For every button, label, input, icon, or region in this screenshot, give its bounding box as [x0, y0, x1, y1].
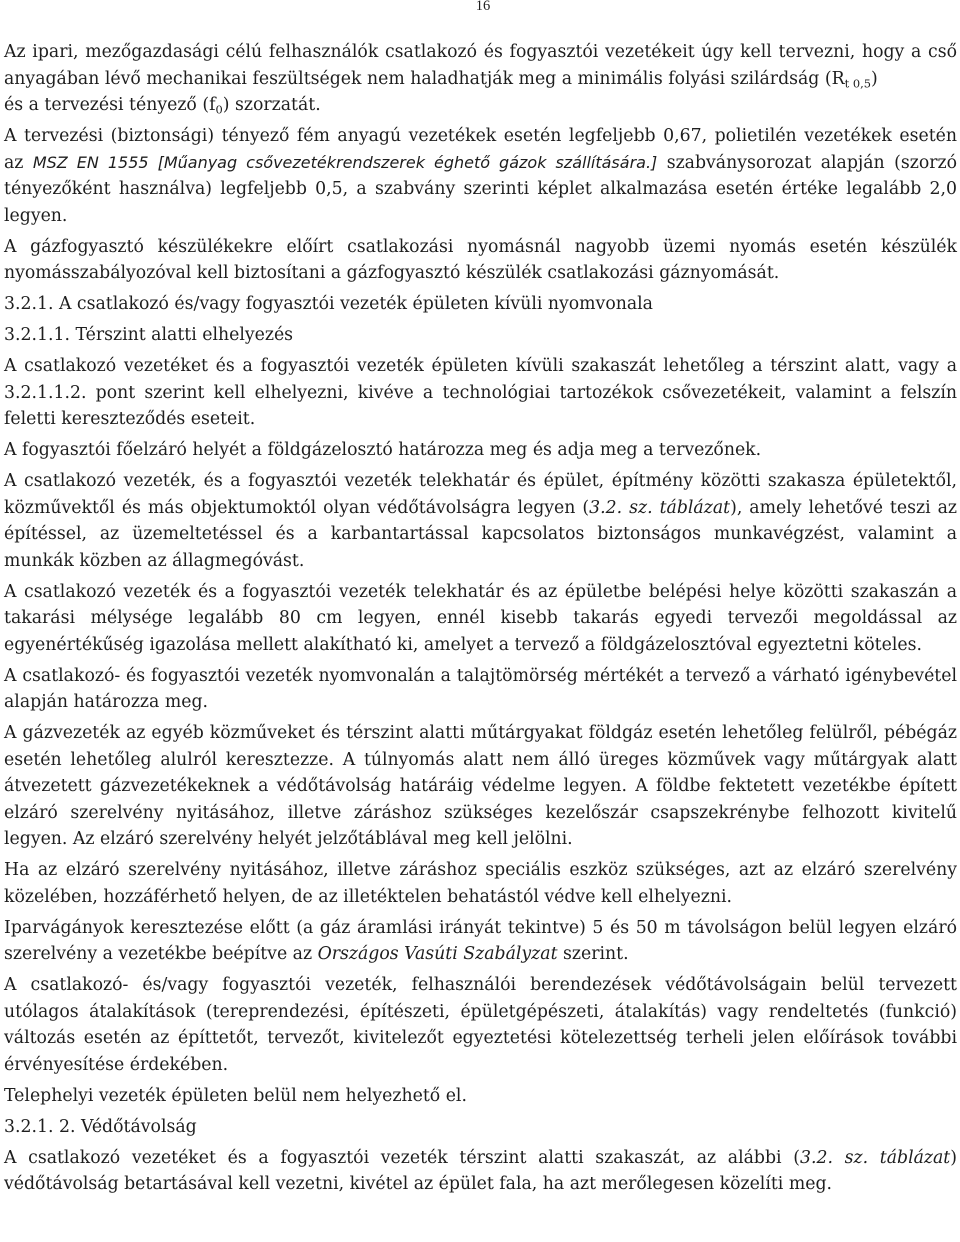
paragraph-protective-distance	[4, 468, 957, 574]
section-heading-protective-distance: 3.2.1. 2. Védőtávolság	[4, 1116, 197, 1137]
paragraph-text: Iparvágányok keresztezése előtt (a gáz áramlási irányát tekintve) 5 és 50 m távolságon belül legyen elzáró szerelvény a vezetékbe beépítve az	[4, 917, 957, 964]
paragraph-railway-crossing	[4, 915, 957, 968]
paragraph-text: A csatlakozó vezeték, és a fogyasztói vezeték telekhatár és épület, építmény közötti szakasza épületektől, közművektől és más objektumoktól olyan védőtávolságra legyen (	[4, 471, 957, 518]
paragraph-underground-placement: A csatlakozó vezetéket és a fogyasztói vezeték épületen kívüli szakaszát lehetőleg a térszint alatt, vagy a 3.2.1.1.2. pont szerint kell elhelyezni, kivéve a technológiai tartozékok csővezetékeit, valamint a felszín feletti kereszteződés eseteit.	[4, 356, 957, 429]
section-heading: 3.2.1. A csatlakozó és/vagy fogyasztói vezeték épületen kívüli nyomvonala	[4, 294, 653, 314]
regulation-reference: Országos Vasúti Szabályzat	[317, 944, 558, 964]
paragraph-text: szerint.	[557, 944, 629, 964]
paragraph-main-shutoff: A fogyasztói főelzáró helyét a földgázelosztó határozza meg és adja meg a tervezőnek.	[4, 440, 762, 460]
paragraph-text: és a tervezési tényező (f	[4, 95, 216, 115]
paragraph-text: ) szorzatát.	[222, 95, 321, 115]
paragraph-site-pipeline: Telephelyi vezeték épületen belül nem helyezhető el.	[4, 1085, 467, 1106]
standard-reference: MSZ EN 1555 [Műanyag csővezetékrendszerek éghető gázok szállítására.]	[32, 152, 658, 172]
paragraph-text: )	[870, 68, 878, 89]
page-body	[4, 39, 957, 1198]
paragraph-text: Az ipari, mezőgazdasági célú felhasználók csatlakozó és fogyasztói vezetékeit úgy kell tervezni, hogy a cső anyagában lévő mechanikai feszültségek nem haladhatják meg a minimális folyási szilárdság (R	[4, 42, 957, 89]
paragraph-utility-crossing: A gázvezeték az egyéb közműveket és térszint alatti műtárgyakat földgáz esetén lehetőleg felülről, pébégáz esetén lehetőleg alulról keresztezze. A túlnyomás alatt nem álló üreges közművek vagy műtárgyak alatt átvezetett gázvezetékeknek a védőtávolság határáig védelme legyen. A földbe fektetett vezetékbe épített elzáró szerelvény nyitásához, illetve záráshoz szükséges kezelőszár csapszekrénybe felhozott kivitelű legyen. Az elzáró szerelvény helyét jelzőtáblával meg kell jelölni.	[4, 723, 957, 849]
paragraph-pressure-regulator: A gázfogyasztó készülékekre előírt csatlakozási nyomásnál nagyobb üzemi nyomás esetén készülék nyomásszabályozóval kell biztosítani a gázfogyasztó készülék csatlakozási gáznyomását.	[4, 236, 957, 283]
page-number: 16	[475, 0, 491, 14]
paragraph-text: ), amely lehetővé teszi az építéssel, az üzemeltetéssel és a karbantartással kapcsolatos biztonságos munkavégzést, valamint a munkák közben az állagmegóvást.	[4, 497, 958, 571]
subscript-f: 0	[215, 102, 223, 117]
paragraph-text: ) védőtávolság betartásával kell vezetni, kivétel az épület fala, ha azt merőlegesen közelíti meg.	[4, 1147, 957, 1194]
paragraph-safety-factor	[4, 123, 957, 229]
paragraph-text: szabványsorozat alapján (szorzó tényezőként használva) legfeljebb 0,5, a szabvány szerinti képlet alkalmazása esetén értéke legalább 2,0 legyen.	[4, 152, 957, 226]
paragraph-cover-depth: A csatlakozó vezeték és a fogyasztói vezeték telekhatár és az épületbe belépési helye közötti szakaszán a takarási mélysége legalább 80 cm legyen, ennél kisebb takarás egyedi tervezői megoldással az egyenértékűség igazolása mellett alakítható ki, amelyet a tervező a földgázelosztóval egyeztetni köteles.	[4, 581, 957, 655]
paragraph-text: A tervezési (biztonsági) tényező fém anyagú vezetékek esetén legfeljebb 0,67, polietilén vezetékek esetén az	[4, 126, 957, 173]
paragraph-soil-compaction: A csatlakozó- és fogyasztói vezeték nyomvonalán a talajtömörség mértékét a tervező a várható igénybevétel alapján határozza meg.	[4, 665, 957, 712]
paragraph-later-modifications: A csatlakozó- és/vagy fogyasztói vezeték, felhasználói berendezések védőtávolságain belül tervezett utólagos átalakítások (tereprendezési, építészeti, épületgépészeti, átalakítás) vagy rendeltetés (funkció) változás esetén az építtetőt, tervezőt, kivitelezőt egyeztetési kötelezettség terheli jelen előírások további érvényesítése érdekében.	[4, 975, 957, 1075]
paragraph-pipe-stress	[4, 39, 957, 119]
subsection-heading: 3.2.1.1. Térszint alatti elhelyezés	[4, 325, 294, 345]
subscript-r: t 0,5	[844, 75, 871, 90]
table-reference: 3.2. sz. táblázat	[589, 497, 731, 518]
paragraph-text: A csatlakozó vezetéket és a fogyasztói vezeték térszint alatti szakaszát, az alábbi (	[4, 1147, 800, 1168]
paragraph-distance-table-intro	[4, 1145, 957, 1198]
paragraph-special-tool: Ha az elzáró szerelvény nyitásához, illetve záráshoz speciális eszköz szükséges, azt az elzáró szerelvény közelében, hozzáférhető helyen, de az illetéktelen behatástól védve kell elhelyezni.	[4, 860, 957, 907]
table-reference: 3.2. sz. táblázat	[799, 1147, 951, 1168]
